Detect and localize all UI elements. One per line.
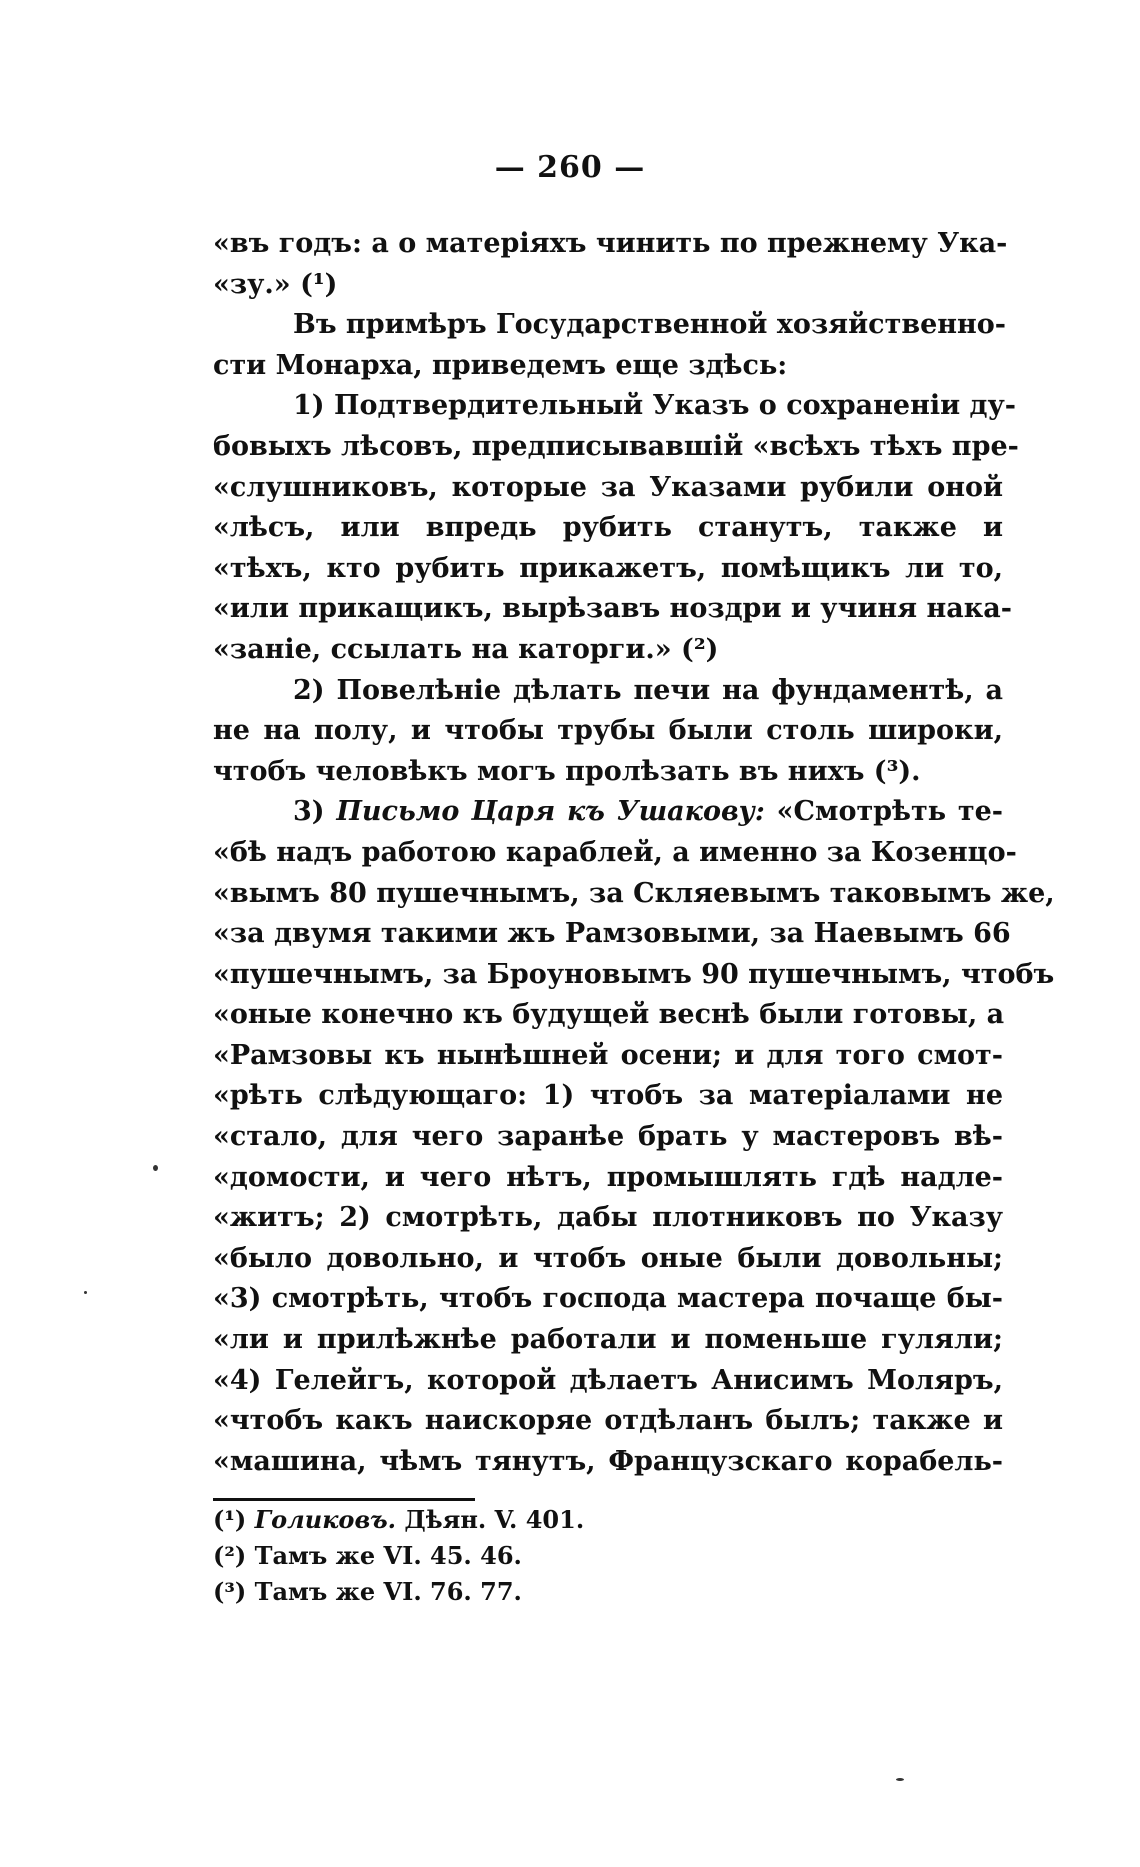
page-number: — 260 —	[494, 150, 646, 185]
footnote-mark: (¹)	[213, 1505, 247, 1534]
text-line: не на полу, и чтобы трубы были столь широки,	[213, 715, 1003, 747]
text-line: бовыхъ лѣсовъ, предписывавшій «всѣхъ тѣхъ пре-	[213, 430, 1019, 462]
text-line: «домости, и чего нѣтъ, промышлять гдѣ надле-	[213, 1161, 1003, 1193]
footnote-mark: (³)	[213, 1577, 247, 1606]
footnote-text: Тамъ же VI. 76. 77.	[254, 1577, 522, 1606]
text-line: 1) Подтвердительный Указъ о сохраненіи ду-	[293, 390, 1017, 422]
text-line: «3) смотрѣть, чтобъ господа мастера почаще бы-	[213, 1283, 1003, 1315]
text-line: «слушниковъ, которые за Указами рубили оной	[213, 471, 1003, 503]
text-line: «зу.» (¹)	[213, 268, 338, 300]
text-line: «Рамзовы къ нынѣшней осени; и для того смот-	[213, 1039, 1003, 1071]
text-line: «вымъ 80 пушечнымъ, за Скляевымъ таковымъ же,	[213, 877, 1055, 909]
text-line: «бѣ надъ работою караблей, а именно за Козенцо-	[213, 836, 1017, 868]
letter-heading-line	[213, 792, 1003, 833]
letter-number: 3)	[293, 796, 325, 828]
text-line: «пушечнымъ, за Броуновымъ 90 пушечнымъ, чтобъ	[213, 958, 1055, 990]
text-line: «машина, чѣмъ тянутъ, Французскаго корабель-	[213, 1445, 1003, 1477]
footnote-author: Голиковъ.	[254, 1505, 397, 1534]
footnote-divider	[213, 1498, 475, 1501]
text-line: «Смотрѣть те-	[776, 796, 1004, 828]
text-line: «4) Гелейгъ, которой дѣлаетъ Анисимъ Моляръ,	[213, 1364, 1003, 1396]
text-line: «было довольно, и чтобъ оные были довольны;	[213, 1242, 1003, 1274]
text-line: «ли и прилѣжнѣе работали и поменьше гуляли;	[213, 1324, 1003, 1356]
text-line: «въ годъ: а о матеріяхъ чинить по прежнему Ука-	[213, 228, 1008, 259]
text-line: «заніе, ссылать на каторги.» (²)	[213, 633, 719, 665]
text-line: «лѣсъ, или впредь рубить станутъ, также и	[213, 512, 1003, 544]
footnote-1	[213, 1502, 713, 1538]
text-line: «рѣть слѣдующаго: 1) чтобъ за матеріалами не	[213, 1080, 1003, 1112]
text-line: чтобъ человѣкъ могъ пролѣзать въ нихъ (³).	[213, 755, 921, 787]
text-line: сти Монарха, приведемъ еще здѣсь:	[213, 349, 788, 381]
text-line: «стало, для чего заранѣе брать у мастеровъ вѣ-	[213, 1121, 1003, 1153]
footnote-text: Тамъ же VI. 45. 46.	[254, 1541, 522, 1570]
text-line: «житъ; 2) смотрѣть, дабы плотниковъ по Указу	[213, 1202, 1003, 1234]
footnote-2	[213, 1538, 713, 1574]
paper-speck	[153, 1165, 158, 1171]
text-line: «тѣхъ, кто рубить прикажетъ, помѣщикъ ли то,	[213, 552, 1003, 584]
text-line: «или прикащикъ, вырѣзавъ ноздри и учиня нака-	[213, 593, 1012, 625]
text-line: 2) Повелѣніе дѣлать печи на фундаментѣ, а	[293, 674, 1003, 706]
footnote-mark: (²)	[213, 1541, 247, 1570]
text-line: «оные конечно къ будущей веснѣ были готовы, а	[213, 999, 1005, 1031]
footnote-text: Дѣян. V. 401.	[404, 1505, 585, 1534]
footnotes	[213, 1502, 713, 1610]
text-line: «чтобъ какъ наискоряе отдѣланъ былъ; также и	[213, 1405, 1003, 1437]
letter-title: Письмо Царя къ Ушакову:	[336, 796, 765, 828]
text-line: Въ примѣръ Государственной хозяйственно-	[293, 309, 1006, 341]
body-text	[213, 224, 1055, 1482]
text-line: «за двумя такими жъ Рамзовыми, за Наевымъ 66	[213, 918, 1011, 950]
paper-speck	[896, 1778, 904, 1781]
paper-speck	[84, 1291, 87, 1294]
footnote-3	[213, 1574, 713, 1610]
